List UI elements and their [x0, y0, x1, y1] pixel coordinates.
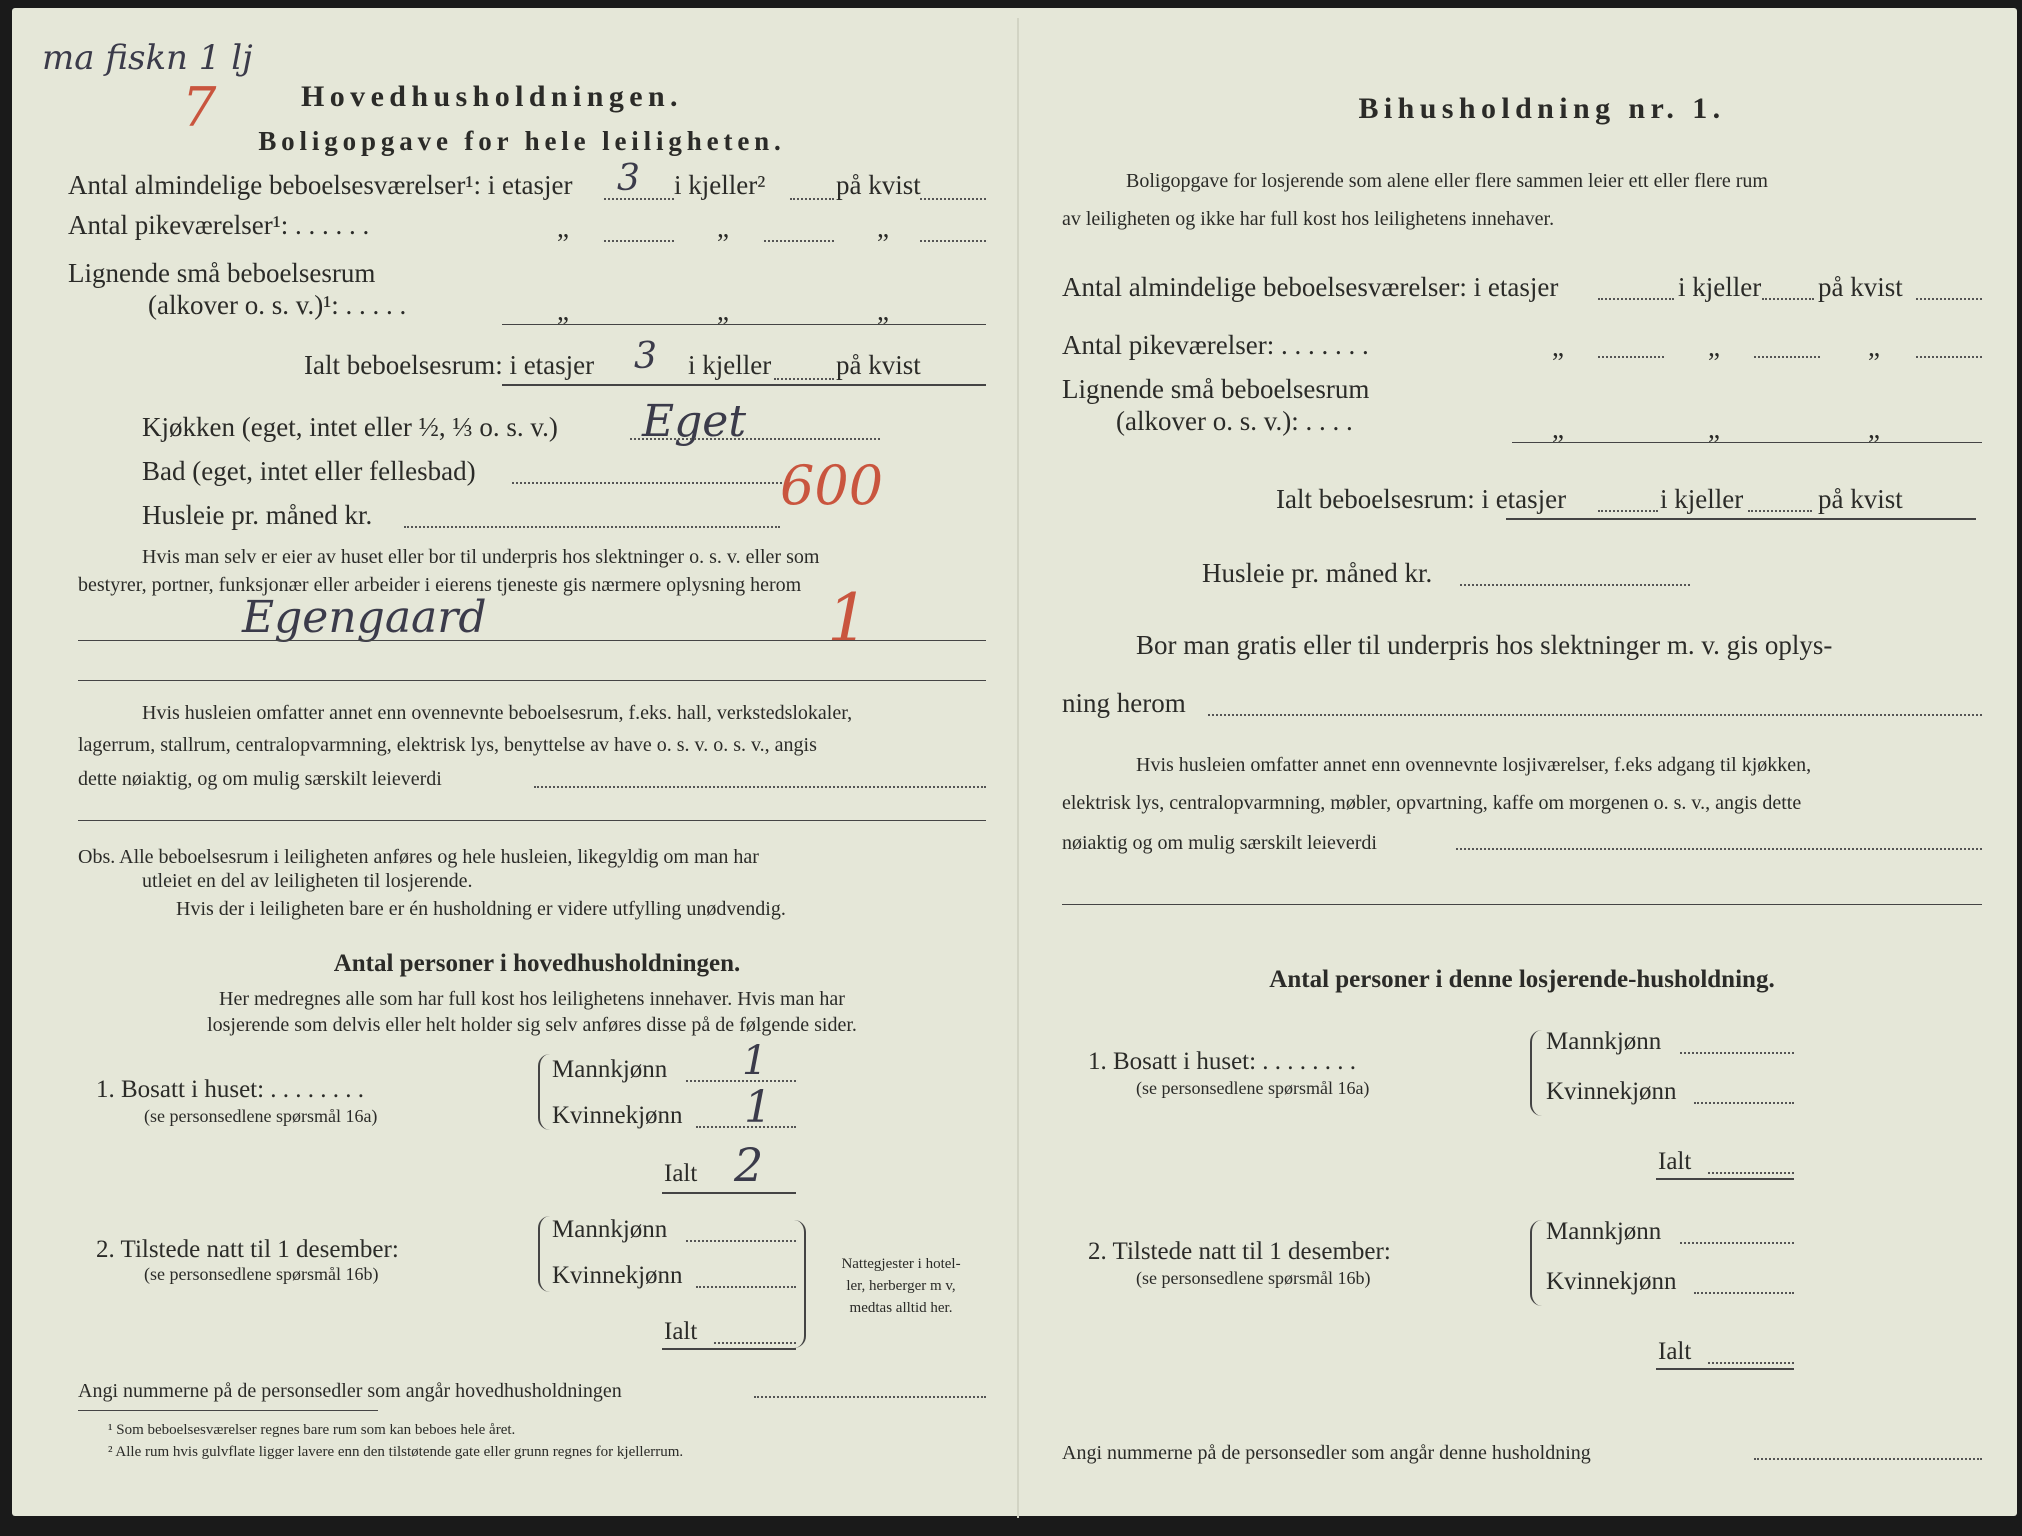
- hw-kvinne: 1: [744, 1082, 772, 1133]
- right-ialt-kvist: på kvist: [1818, 484, 1903, 514]
- eier-text-1: Hvis man selv er eier av huset eller bor til underpris hos slektninger o. s. v. eller som: [142, 546, 820, 568]
- row3-sub: (alkover o. s. v.)¹: . . . . .: [148, 290, 407, 320]
- page-fold: [1017, 18, 1019, 1518]
- right-tilstede-label: 2. Tilstede natt til 1 desember:: [1088, 1238, 1391, 1265]
- bosatt-ialt: Ialt: [664, 1160, 698, 1187]
- ialt-label: Ialt beboelsesrum: i etasjer: [304, 350, 595, 380]
- right-bosatt-ialt: Ialt: [1658, 1148, 1692, 1175]
- persons-desc-2: losjerende som delvis eller helt holder sig selv anføres disse på de følgende sider.: [207, 1014, 857, 1036]
- tilstede-kvinne: Kvinnekjønn: [552, 1262, 683, 1289]
- hw-ialt-etasjer: 3: [634, 336, 657, 377]
- right-bosatt-mann: Mannkjønn: [1546, 1028, 1662, 1055]
- right-bosatt-label: 1. Bosatt i huset: . . . . . . . .: [1088, 1048, 1357, 1075]
- persons-desc-1: Her medregnes alle som har full kost hos leilighetens innehaver. Hvis man har: [219, 988, 845, 1010]
- kjokken-label: Kjøkken (eget, intet eller ½, ⅓ o. s. v.): [142, 412, 558, 442]
- footnote-1: ¹ Som beboelsesværelser regnes bare rum som kan beboes hele året.: [108, 1422, 516, 1438]
- handwritten-seven: 7: [182, 76, 217, 139]
- right-gratis-1: Bor man gratis eller til underpris hos slektninger m. v. gis oplys-: [1136, 630, 1833, 660]
- ialt-kjeller: i kjeller: [688, 350, 772, 380]
- right-tilstede-sub: (se personsedlene spørsmål 16b): [1136, 1268, 1371, 1288]
- bosatt-label: 1. Bosatt i huset: . . . . . . . .: [96, 1076, 365, 1103]
- right-row3-label: Lignende små beboelsesrum: [1062, 374, 1370, 404]
- page-title: Hovedhusholdningen.: [301, 80, 683, 113]
- tilstede-ialt: Ialt: [664, 1318, 698, 1345]
- right-row2-label: Antal pikeværelser: . . . . . . .: [1062, 330, 1369, 360]
- hw-mark: 1: [827, 580, 869, 657]
- bad-label: Bad (eget, intet eller fellesbad): [142, 456, 476, 486]
- right-row1-label: Antal almindelige beboelsesværelser: i etasjer: [1062, 272, 1559, 302]
- right-page-title: Bihusholdning nr. 1.: [1358, 92, 1726, 125]
- footnote-2: ² Alle rum hvis gulvflate ligger lavere enn den tilstøtende gate eller grunn regnes for kjellerrum.: [108, 1444, 684, 1460]
- bosatt-mann: Mannkjønn: [552, 1056, 668, 1083]
- page-subtitle: Boligopgave for hele leiligheten.: [258, 126, 786, 156]
- hw-bad: 600: [780, 454, 884, 517]
- right-row1-kjeller: i kjeller: [1678, 272, 1762, 302]
- right-gratis-2: ning herom: [1062, 688, 1186, 718]
- right-row3-sub: (alkover o. s. v.): . . . .: [1116, 406, 1353, 436]
- row1-kjeller: i kjeller²: [674, 170, 766, 200]
- eier-text-2: bestyrer, portner, funksjonær eller arbeider i eierens tjeneste gis nærmere oplysning herom: [78, 574, 802, 596]
- natt-note-1: Nattegjester i hotel-: [841, 1256, 961, 1272]
- right-tilstede-kvinne: Kvinnekjønn: [1546, 1268, 1677, 1295]
- obs-text-3: Hvis der i leiligheten bare er én husholdning er videre utfylling unødvendig.: [176, 898, 786, 920]
- tilstede-mann: Mannkjønn: [552, 1216, 668, 1243]
- right-omf-text-1: Hvis husleien omfatter annet enn ovennevnte losjiværelser, f.eks adgang til kjøkken,: [1136, 754, 1812, 776]
- tilstede-sub: (se personsedlene spørsmål 16b): [144, 1264, 379, 1284]
- right-tilstede-ialt: Ialt: [1658, 1338, 1692, 1365]
- persons-title: Antal personer i hovedhusholdningen.: [333, 950, 741, 977]
- right-persons-title: Antal personer i denne losjerende-husholdning.: [1269, 966, 1775, 993]
- corner-note: ma fiskn 1 lj: [42, 38, 253, 78]
- row2-label: Antal pikeværelser¹: . . . . . .: [68, 210, 370, 240]
- right-husleie-label: Husleie pr. måned kr.: [1202, 558, 1433, 588]
- omf-text-1: Hvis husleien omfatter annet enn ovennevnte beboelsesrum, f.eks. hall, verkstedslokaler,: [142, 702, 853, 724]
- right-angi-label: Angi nummerne på de personsedler som angår denne husholdning: [1062, 1442, 1591, 1464]
- angi-label: Angi nummerne på de personsedler som angår hovedhusholdningen: [78, 1380, 622, 1402]
- hw-kjokken: Eget: [642, 396, 747, 447]
- hw-ialt: 2: [734, 1138, 764, 1192]
- obs-text-1: Obs. Alle beboelsesrum i leiligheten anføres og hele husleien, likegyldig om man har: [78, 846, 759, 868]
- right-bosatt-kvinne: Kvinnekjønn: [1546, 1078, 1677, 1105]
- natt-note-2: ler, herberger m v,: [846, 1278, 956, 1294]
- natt-note-3: medtas alltid her.: [849, 1300, 953, 1316]
- right-bosatt-sub: (se personsedlene spørsmål 16a): [1136, 1078, 1370, 1098]
- hw-mann: 1: [742, 1038, 768, 1084]
- row1-label: Antal almindelige beboelsesværelser¹: i etasjer: [68, 170, 573, 200]
- right-omf-text-2: elektrisk lys, centralopvarmning, møbler, opvartning, kaffe om morgenen o. s. v., angis dette: [1062, 792, 1802, 814]
- ialt-kvist: på kvist: [836, 350, 921, 380]
- bosatt-kvinne: Kvinnekjønn: [552, 1102, 683, 1129]
- right-row1-kvist: på kvist: [1818, 272, 1903, 302]
- right-intro-2: av leiligheten og ikke har full kost hos leilighetens innehaver.: [1062, 208, 1555, 230]
- obs-text-2: utleiet en del av leiligheten til losjerende.: [142, 870, 473, 892]
- right-ialt-label: Ialt beboelsesrum: i etasjer: [1276, 484, 1567, 514]
- row3-label: Lignende små beboelsesrum: [68, 258, 376, 288]
- hw-eier: Egengaard: [242, 592, 487, 643]
- omf-text-3: dette nøiaktig, og om mulig særskilt leieverdi: [78, 768, 442, 790]
- omf-text-2: lagerrum, stallrum, centralopvarmning, elektrisk lys, benyttelse av have o. s. v. o. s. v., angis: [78, 734, 817, 756]
- right-tilstede-mann: Mannkjønn: [1546, 1218, 1662, 1245]
- right-intro-1: Boligopgave for losjerende som alene eller flere sammen leier ett eller flere rum: [1126, 170, 1768, 192]
- census-sheet: ma fiskn 1 lj 7 Hovedhusholdningen. Boligopgave for hele leiligheten. Antal almindelige beboelsesværelser¹: i etasjer 3 i kjeller² på kvist Antal pikeværelser¹: . . . . . . „ „ „ Lignende små beboelsesrum (alkover o. s. v.)¹: . . . . . „ „ „ Ialt beboelsesrum: i etasjer 3 i kjeller på kvist Kjøkken (eget, intet eller ½, ⅓ o. s. v.) Eget Bad (eget, intet eller fellesbad) 600 Husleie pr. måned kr. Hvis man selv er eier av huset eller bor til underpris hos slektninger o. s. v. eller som bestyrer, portner, funksjonær eller arbeider i eierens tjeneste gis nærmere oplysning herom Egengaard 1 Hvis husleien omfatter annet enn ovennevnte beboelsesrum, f.eks. hall, verkstedslokaler, lagerrum, stallrum, centralopvarmning, elektrisk lys, benyttelse av have o. s. v. o. s. v., angis dette nøiaktig, og om mulig særskilt leieverdi Obs. Alle beboelsesrum i leiligheten anføres og hele husleien, likegyldig om man har utleiet en del av leiligheten til losjerende. Hvis der i leiligheten bare er én husholdning er videre utfylling unødvendig. Antal personer i hovedhusholdningen. Her medregnes alle som har full kost hos leilighetens innehaver. Hvis man har losjerende som delvis eller helt holder sig selv anføres disse på de følgende sider. 1. Bosatt i huset: . . . . . . . . (se personsedlene spørsmål 16a) Mannkjønn 1 Kvinnekjønn 1 Ialt 2 2. Tilstede natt til 1 desember: (se personsedlene spørsmål 16b) Mannkjønn Kvinnekjønn Ialt Nattegjester i hotel- ler, herberger m v, medtas alltid her. Angi nummerne på de personsedler som angår hovedhusholdningen ¹ Som beboelsesværelser regnes bare rum som kan beboes hele året. ² Alle rum hvis gulvflate ligger lavere enn den tilstøtende gate eller grunn regnes for kjellerrum. Bihusholdning nr. 1. Boligopgave for losjerende som alene eller flere sammen leier ett eller flere rum av leiligheten og ikke har full kost hos leilighetens innehaver. Antal almindelige beboelsesværelser: i etasjer i kjeller på kvist Antal pikeværelser: . . . . . . . „ „ „ Lignende små beboelsesrum (alkover o. s. v.): . . . . „ „ „ Ialt beboelsesrum: i etasjer i kjeller på kvist Husleie pr. måned kr. Bor man gratis eller til underpris hos slektninger m. v. gis oplys- ning herom Hvis husleien omfatter annet enn ovennevnte losjiværelser, f.eks adgang til kjøkken, elektrisk lys, centralopvarmning, møbler, opvartning, kaffe om morgenen o. s. v., angis dette nøiaktig og om mulig særskilt leieverdi Antal personer i denne losjerende-husholdning. 1. Bosatt i huset: . . . . . . . . (se personsedlene spørsmål 16a) Mannkjønn Kvinnekjønn Ialt 2. Tilstede natt til 1 desember: (se personsedlene spørsmål 16b) Mannkjønn Kvinnekjønn Ialt Angi nummerne på de personsedler som angår denne husholdning: [12, 8, 2017, 1516]
- husleie-label: Husleie pr. måned kr.: [142, 500, 373, 530]
- right-ialt-kjeller: i kjeller: [1660, 484, 1744, 514]
- hw-etasjer: 3: [617, 158, 640, 199]
- right-omf-text-3: nøiaktig og om mulig særskilt leieverdi: [1062, 832, 1377, 854]
- row1-kvist: på kvist: [836, 170, 921, 200]
- tilstede-label: 2. Tilstede natt til 1 desember:: [96, 1236, 399, 1263]
- bosatt-sub: (se personsedlene spørsmål 16a): [144, 1106, 378, 1126]
